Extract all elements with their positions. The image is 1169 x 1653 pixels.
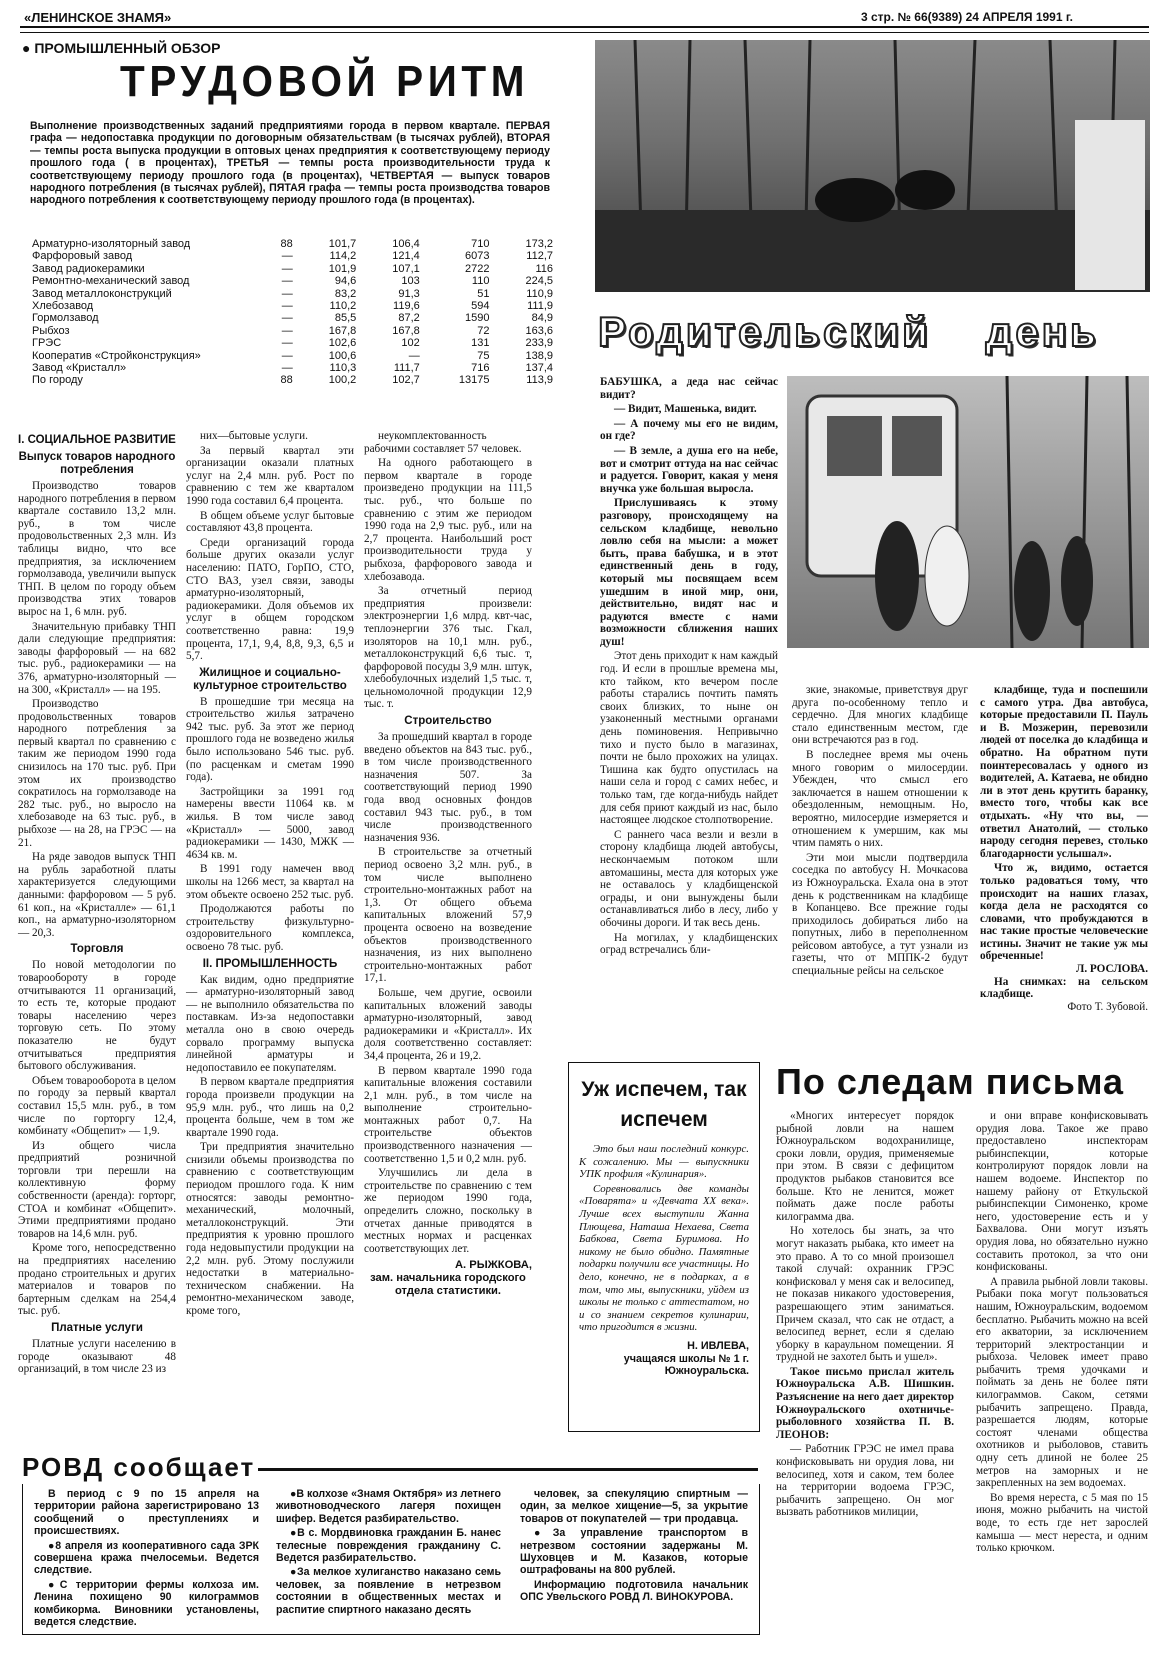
source: Информацию подготовила начальник ОПС Увельского РОВД Л. ВИНОКУРОВА. [520,1578,748,1604]
rovd-column-1 [34,1488,259,1628]
table-cell-value: 101,9 [328,262,357,275]
review-column-1 [18,430,176,1380]
paragraph: — Работник ГРЭС не имел права конфисковывать ни орудия лова, ни велосипед, хотя и саком, тем более на территории водоема ГРЭС, рыбачить запрещено. Он мог вызвать работников милиции, [776,1443,954,1519]
subheading: Строительство [404,715,492,728]
letter-column-2 [976,1110,1148,1570]
table-cell-value: — [281,324,293,337]
subheading: Жилищное и социально-культурное строительство [193,666,347,692]
paragraph: Значительную прибавку ТНП дали следующие предприятия: заводы фарфоровый — на 682 тыс. руб., радиокерамики — на 376, арматурно-изоляторный — на 300, «Кристалл» — на 195. [18,620,176,696]
paragraph: кладбище, туда и поспешили с самого утра. Два автобуса, которые предоставили П. Пауль и В. Мозжерин, перевозили людей от поселка до кладбища и обратно. На обратном пути поинтересовалась у одного из водителей, А. Катаева, не обидно ли в этот день крутить баранку, вместо того, чтобы как все отдыхать. «Ну что вы, — ответил Анатолий, — столько народу сегодня перевез, столько благодарности услышал». [980,684,1148,860]
table-cell-value: 113,9 [526,374,553,387]
paragraph: них—бытовые услуги. [200,430,308,442]
table-cell-value: 102,6 [328,337,357,350]
parents-day-column-3 [980,684,1148,1064]
table-cell-value: — [281,250,293,263]
table-cell-value: 103 [401,275,420,288]
table-cell-value: — [281,349,293,362]
paragraph: Что ж, видимо, остается только радоваться тому, что происходит на наших глазах, когда дела не расходятся со словами, что пробуждаются в нас такие простые человеческие истины. Значит не такие уж мы обреченные! [980,862,1148,963]
paragraph: Как видим, одно предприятие — арматурно-изоляторный завод — не выполнило обязательства по поставкам. Из-за недопоставки металла оно в свою очередь сорвало программу выпуска линейной арматуры и недопоставило ее покупателям. [186,973,354,1074]
paragraph: ●За мелкое хулиганство наказано семь человек, за появление в нетрезвом состоянии в общественных местах и распитие спиртного наказано десять [276,1566,501,1616]
parents-day-column-1 [600,376,778,1056]
paragraph: Эти мои мысли подтвердила соседка по автобусу Н. Мочкасова из Южноуральска. Ехала она в этот день к родственникам на кладбище в Копанцево. Все прежние годы приходилось добираться либо на попутных, либо в переполненном рейсовом автобусе, а тут узнали из газеты, что от МППК-2 будут специальные рейсы на сельское [792,851,968,978]
table-cell-value: 116 [535,262,553,275]
table-cell-value: 87,2 [398,312,420,325]
table-cell-value: 163,6 [525,324,553,337]
paragraph: Производство продовольственных товаров народного потребления за первый квартал по сравнению с таким же периодом 1990 года снизилось на 170 тыс. руб. При этом их производство сократилось на гормолзаводе на 282 тыс. руб., но выросло на хлебозаводе на 63 тыс. руб., в рыбхозе — на 28, на ГРЭС — на 21. [18,698,176,849]
paragraph: Три предприятия значительно снизили объемы производства по сравнению с соответствующим периодом прошлого года. К ним относятся: заводы ремонтно-механический, молочный, металлоконструкций. Эти предприятия к уровню прошлого года недовыпустили продукции на 2,2 млн. руб. Этому послужили недостатки в материально-техническом снабжении. На ремонтно-механическом заводе, кроме того, [186,1141,354,1317]
parents-day-title: Родительский день [598,308,1099,355]
table-row [30,337,555,349]
table-cell-name: Кооператив «Стройконструкция» [32,349,201,362]
table-cell-value: 75 [477,349,490,362]
signature-role: зам. начальника городского отдела статистики. [370,1272,526,1297]
table-cell-value: 137,4 [525,362,553,375]
signature: Н. ИВЛЕВА, [687,1339,749,1352]
paragraph: ●В колхозе «Знамя Октября» из летнего животноводческого лагеря похищен шифер. Ведется разбирательство. [276,1488,501,1525]
paragraph: Больше, чем другие, освоили капитальных вложений заводы арматурно-изоляторный, завод радиокерамики и «Кристалл». Их доля соответственно составляет: 34,4 процента, 26 и 19,2. [364,986,532,1062]
review-title: ТРУДОВОЙ РИТМ [120,57,530,106]
paragraph: Это был наш последний конкурс. К сожалению. Мы — выпускники УПК профиля «Кулинария». [579,1143,749,1181]
paragraph: Во время нереста, с 5 мая по 15 июня, можно рыбачить на чистой воде, то есть где нет зарослей камыша — мест нереста, и одним только крючком. [976,1491,1148,1555]
table-cell-value: 119,6 [393,300,420,313]
paragraph: Кроме того, непосредственно на предприятиях населению продано строительных и других материалов и товаров по бартерным сделкам на 254,4 тыс. руб. [18,1242,176,1318]
paragraph: В последнее время мы очень много говорим о милосердии. Убежден, что смысл его заключается в нашем отношении к обездоленным, немощным. Но, вероятно, милосердие измеряется и отношением к умершим, как мы чтим память о них. [792,748,968,850]
subheading: Выпуск товаров народного потребления [18,451,176,476]
masthead-issue: 3 стр. № 66(9389) 24 АПРЕЛЯ 1991 г. [861,10,1073,24]
table-cell-value: — [281,262,293,275]
table-cell-value: 110 [471,275,490,288]
table-cell-name: Завод «Кристалл» [32,362,127,375]
table-cell-value: 111,7 [393,362,420,375]
table-cell-name: Хлебозавод [32,300,94,313]
paragraph: В прошедшие три месяца на строительство жилья затрачено 942 тыс. руб. За этот же период прошлого года не возведено жилья было использовано 546 тыс. руб. (по расценкам и сметам 1990 года). [186,695,354,784]
table-cell-value: 114,2 [329,250,357,263]
paragraph: В период с 9 по 15 апреля на территории района зарегистрировано 13 сообщений о преступлениях и происшествиях. [34,1488,259,1538]
paragraph: ●За управление транспортом в нетрезвом состоянии задержаны М. Шуховцев и М. Казаков, которые оштрафованы на 800 рублей. [520,1527,748,1577]
baked-body [579,1143,749,1378]
table-cell-value: 710 [471,238,490,250]
table-cell-value: 88 [280,374,293,387]
table-row [30,263,555,275]
paragraph: Но хотелось бы знать, за что могут наказать рыбака, кто имеет на это право. А то со мной произошел такой случай: охранник ГРЭС конфисковал у меня сак и велосипед, не показав никакого удостоверения, разрешающего этим заниматься. Причем сказал, что сак не отдаст, а велосипед вернет, если я сделаю уборку в караульном помещении. Я трудной не захотел быть и ушел». [776,1225,954,1364]
review-intro: Выполнение производственных заданий предприятиями города в первом квартале. ПЕРВАЯ графа — недопоставка продукции по договорным обязательствам (в тысячах рублей), ВТОРАЯ — темпы роста выпуска продукции в оптовых ценах предприятия к соответствующему периоду прошлого года ( в процентах), ТРЕТЬЯ — темпы роста производительности труда к соответствующему периоду прошлого года (в процентах), ЧЕТВЕРТАЯ — выпуск товаров народного потребления (в тысячах рублей), ПЯТАЯ графа — темпы роста производства товаров народного потребления к соответствующему периоду прошлого года (в процентах). [30,120,550,207]
paragraph: Платные услуги населению в городе оказывают 48 организаций, в том числе 23 из [18,1338,176,1376]
table-cell-value: 233,9 [525,337,553,350]
photo-bus-art [787,376,1149,648]
table-cell-name: Арматурно-изоляторный завод [32,238,191,250]
paragraph: человек, за спекуляцию спиртным — один, за мелкое хищение—5, за укрытие товаров от покупателей — три продавца. [520,1488,748,1525]
table-row [30,374,555,386]
paragraph: зкие, знакомые, приветствуя друг друга по-особенному тепло и сердечно. Для многих кладбище стало единственным местом, где они встречаются раз в год. [792,684,968,747]
table-cell-value: 91,3 [398,287,420,300]
table-cell-value: 101,7 [328,238,357,250]
parents-day-column-2 [792,684,968,1064]
masthead-rule [20,26,1149,33]
table-row [30,275,555,287]
table-cell-value: 107,1 [392,262,420,275]
review-table-wrap [30,238,555,387]
paragraph: В строительстве за отчетный период освоено 3,2 млн. руб., в том числе выполнено строительно-монтажных работ на 1,3. От общего объема капитальных вложений 57,9 процента освоено на возведение объектов производственного назначения, из них выполнено строительно-монтажных работ 17,1. [364,846,532,985]
paragraph: А правила рыбной ловли таковы. Рыбаки пока могут пользоваться нашим, Южноуральским, водоемом бесплатно. Рыбачить можно на всей его акватории, за исключением территорий электростанции и рыбхоза. Человек имеет право рыбачить тремя удочками и поймать за день не более пяти килограммов. Саком, сетями рыбачить запрещено. Правда, разрешается людям, которые состоят членами общества охотников и рыболовов, ставить одну сеть длиной не более 25 метров на заморных и не закрепленных на зем водоемах. [976,1275,1148,1490]
rovd-rule [258,1468,758,1471]
review-column-2 [186,430,354,1380]
paragraph: неукомплектованность рабочими составляет 57 человек. [364,430,522,455]
author: Л. РОСЛОВА. [1075,963,1148,976]
paragraph: — Видит, Машенька, видит. [614,403,757,416]
table-cell-value: — [281,362,293,375]
paragraph: Улучшились ли дела в строительстве по сравнению с тем же периодом 1990 года, определить сложно, поскольку в отчетах данные приводятся в местных нормах и расценках соответствующих лет. [364,1167,532,1255]
table-cell-value: 1590 [464,312,490,325]
table-row [30,312,555,324]
photo-cemetery-art [595,40,1150,292]
paragraph: На могилах, у кладбищенских оград встречались бли- [600,931,778,957]
paragraph: В первом квартале 1990 года капитальные вложения составили 2,1 млн. руб., в том числе на выполнение строительно-монтажных работ 0,7. На строительстве объектов производственного назначения — соответственно 1,5 и 0,2 млн. руб. [364,1064,532,1165]
paragraph: Среди организаций города больше других оказали услуг населению: ПАТО, ГорПО, СТО, СТО ВАЗ, узел связи, заводы арматурно-изоляторный, радиокерамики. Доля объемов их услуг в общем городском соответственно равна: 19,9 процента, 17,1, 9,4, 8,8, 9,3, 6,5 и 5,7. [186,536,354,663]
table-row [30,238,555,250]
paragraph: ●С территории фермы колхоза им. Ленина похищено 90 килограммов комбикорма. Виновники установлены, ведется следствие. [34,1578,259,1629]
paragraph: Такое письмо прислал житель Южноуральска А.В. Шишкин. Разъяснение на него дает директор Южноуральского охотничье-рыболовного хозяйства П. В. ЛЕОНОВ: [776,1365,954,1441]
paragraph: За отчетный период предприятия произвели: электроэнергии 1,6 млрд. квт-час, теплоэнергии 376 тыс. Гкал, изоляторов на 10,1 млн. руб., металлоконструкций 6,6 тыс. т, фарфоровой посуды 3,9 млн. штук, хлебобулочных изделий 1,5 тыс. т, цельномолочной продукции 12,9 тыс. т. [364,585,532,711]
paragraph: — А почему мы его не видим, он где? [600,417,778,443]
table-cell-name: Завод металлоконструкций [32,287,172,300]
table-cell-value: 167,8 [392,324,420,337]
table-cell-value: 224,5 [525,275,553,288]
table-row [30,300,555,312]
signature: А. РЫЖКОВА, [454,1259,532,1272]
paragraph: Прислушиваясь к этому разговору, происходящему на сельском кладбище, невольно ловлю себя на мысли: а может быть, права бабушка, и в этот единственный день в году, который мы посвящаем всем ушедшим в иной мир, они, действительно, видят нас и радуются вместе с нами возможности сближения наших душ! [600,497,778,648]
table-cell-name: По городу [32,374,83,387]
table-cell-value: 6073 [464,250,490,263]
table-cell-name: ГРЭС [32,337,62,350]
rovd-title: РОВД сообщает [22,1452,256,1482]
table-cell-value: 84,9 [531,312,553,325]
paragraph: БАБУШКА, а деда нас сейчас видит? [600,376,778,401]
table-cell-value: 72 [477,324,490,337]
table-cell-value: 13175 [458,374,490,387]
signature-role: учащаяся школы № 1 г. Южноуральска. [623,1352,749,1378]
paragraph: Соревновались две команды «Поварята» и «Девчата XX века». Лучше всех выступили Жанна Плющева, Наташа Нехаева, Света Бабкова, Света Буримова. Но никому не было обидно. Памятные подарки получили все участницы. Но дело, конечно, не в подарках, а в том, что мы, выпускники, уйдем из школы не только с аттестатом, но и со знанием секретов кулинарии, что пригодится в жизни. [579,1182,749,1334]
section-heading: II. ПРОМЫШЛЕННОСТЬ [202,957,338,970]
table-cell-value: 102,7 [392,374,420,387]
table-cell-name: Рыбхоз [32,324,70,337]
paragraph: ●В с. Мордвиновка гражданин Б. нанес телесные повреждения гражданину С. Ведется разбирательство. [276,1527,501,1565]
table-cell-value: 110,2 [329,300,357,313]
paragraph: Из общего числа предприятий розничной торговли три перешли на коллективную форму собственности (аренда): горторг, СТОА и комбинат «Общепит». Этими предприятиями продано товаров на 14,6 млн. руб. [18,1139,176,1240]
table-cell-value: 88 [280,238,293,250]
paragraph: В 1991 году намечен ввод школы на 1266 мест, за квартал на этом объекте освоено 252 тыс. руб. [186,863,354,901]
paragraph: — В земле, а душа его на небе, вот и смотрит оттуда на нас сейчас и радуется. Говорит, какая у меня внучка уже большая выросла. [600,444,778,495]
paragraph: Объем товарооборота в целом по городу за первый квартал составил 15,5 млн. руб., в том числе по горторгу 12,4, комбинату «Общепит» — 1,9. [18,1074,176,1138]
table-cell-value: 94,6 [334,275,357,288]
rovd-column-3 [520,1488,748,1604]
paragraph: «Многих интересует порядок рыбной ловли на нашем Южноуральском водохранилище, сроки ловли, орудия, применяемые при этом. В связи с дефицитом продуктов рыбаков становится все больше. Кто не ленится, может поймать даже после работы килограмма два. [776,1110,954,1223]
table-cell-value: 102 [401,337,420,350]
paragraph: и они вправе конфисковывать орудия лова. Такое же право предоставлено инспекторам рыбинспекции, которые контролируют порядок ловли на нашем водоеме. Инспектор по нашему району от Еткульской рыбинспекции Симоненко, кроме него, удостоверение есть и у Бахвалова. Они могут изъять орудия лова, но обязательно нужно составить протокол, за что они конфискованы. [976,1110,1148,1274]
table-cell-value: 173,2 [525,238,553,250]
paragraph: По новой методологии по товарообороту в городе отчитываются 11 организаций, то есть те, которые продают товары населению через торговую сеть. По этому показателю не будут отчитываться предприятия бытового обслуживания. [18,959,176,1073]
table-cell-value: 85,5 [334,312,357,325]
table-cell-value: 106,4 [392,238,420,250]
table-cell-value: 83,2 [334,287,357,300]
table-cell-name: Завод радиокерамики [32,262,145,275]
caption: На снимках: на сельском кладбище. [980,975,1148,1001]
review-column-3 [364,430,532,1380]
rovd-column-2 [276,1488,501,1616]
table-row [30,325,555,337]
table-cell-value: 112,7 [526,250,553,263]
baked-box [568,1062,760,1432]
table-cell-value: 594 [471,300,490,313]
table-row [30,350,555,362]
table-cell-value: — [281,287,293,300]
paragraph: Продолжаются работы по строительству физкультурно-оздоровительного комплекса, освоено 78 тыс. руб. [186,903,354,953]
photo-cemetery [595,40,1150,292]
table-cell-value: 110,9 [526,287,553,300]
table-cell-value: 100,2 [328,374,357,387]
review-table [30,238,555,387]
rubric: ● ПРОМЫШЛЕННЫЙ ОБЗОР [22,40,221,56]
letter-column-1 [776,1110,954,1570]
paragraph: С раннего часа везли и везли в сторону кладбища людей автобусы, нескончаемым потоком шли автомашины, места для которых уже не оставалось у кладбищенской ограды, и они вынуждены были останавливаться либо в лесу, либо у обочины дороги. И так весь день. [600,828,778,929]
table-cell-value: 2722 [464,262,490,275]
paragraph: В первом квартале предприятия города произвели продукции на 95,9 млн. руб., что лишь на 0,2 процента больше, чем в том же квартале 1990 года. [186,1076,354,1139]
letter-title: По следам письма [776,1061,1125,1102]
paragraph: За прошедший квартал в городе введено объектов на 843 тыс. руб., в том числе производственного назначения 507. За соответствующий период 1990 года ввод основных фондов составил 943 тыс. руб., в том числе производственного назначения 936. [364,731,532,844]
section-heading: I. СОЦИАЛЬНОЕ РАЗВИТИЕ [18,434,176,446]
table-cell-value: 167,8 [328,324,357,337]
table-cell-value: — [408,349,420,362]
table-cell-value: 51 [477,287,490,300]
baked-title: Уж испечем, так испечем [581,1078,747,1131]
paragraph: На ряде заводов выпуск ТНП на рубль заработной платы характеризуется следующими данными: фарфоровом — 5 руб. 61 коп., на «Кристалле» — 61,1 коп., на арматурно-изоляторном — 20,3. [18,851,176,939]
table-cell-value: 110,3 [329,362,357,375]
table-cell-value: 138,9 [525,349,553,362]
table-cell-value: 111,9 [527,300,553,313]
subheading: Платные услуги [51,1322,143,1334]
paragraph: Производство товаров народного потребления в первом квартале составило 13,2 млн. руб., в том числе продовольственных 2,3 млн. Из таблицы видно, что все предприятия, за исключением гормолзавода, увеличили выпуск ТНП. В целом по городу объем производства этих товаров вырос на 1, 6 млн. руб. [18,480,176,618]
table-cell-value: 131 [471,337,490,350]
masthead-paper: «ЛЕНИНСКОЕ ЗНАМЯ» [24,10,172,25]
paragraph: В общем объеме услуг бытовые составляют 43,8 процента. [186,509,354,535]
table-cell-name: Гормолзавод [32,312,99,325]
paragraph: Застройщики за 1991 год намерены ввести 11064 кв. м жилья. В том числе завод «Кристалл» — 5000, завод радиокерамики — 1430, МЖК — 4634 кв. м. [186,785,354,861]
table-cell-value: — [281,312,293,325]
table-cell-name: Ремонтно-механический завод [32,275,190,288]
paragraph: На одного работающего в первом квартале в городе произведено продукции на 111,5 тыс. руб., что больше по сравнению с этим же периодом 1990 года на 2,9 тыс. руб., или на 2,7 процента. Наибольший рост производительности труда у рыбхоза, фарфорового завода и хлебозавода. [364,457,532,583]
table-cell-value: 100,6 [328,349,357,362]
table-cell-value: — [281,275,293,288]
table-cell-value: — [281,300,293,313]
photo-credit: Фото Т. Зубовой. [1067,1000,1148,1013]
table-row [30,288,555,300]
paragraph: ●8 апреля из кооперативного сада ЗРК совершена кража пчелосемьи. Ведется следствие. [34,1539,259,1577]
table-cell-value: 121,4 [392,250,420,263]
photo-bus [787,376,1149,648]
table-cell-value: — [281,337,293,350]
table-cell-name: Фарфоровый завод [32,250,133,263]
table-row [30,362,555,374]
subheading: Торговля [70,943,124,956]
paragraph: За первый квартал эти организации оказали платных услуг на 2,4 млн. руб. Рост по сравнению с тем же кварталом 1990 года составил 6,4 процента. [186,444,354,507]
table-row [30,250,555,262]
table-cell-value: 716 [471,362,490,375]
paragraph: Этот день приходит к нам каждый год. И если в прошлые времена мы, кто тайком, кто вечером после работы старались почтить память своих близких, то ныне он узаконенный местными органами день поминовения. Непривычно тихо и пусто было в магазинах, почти не было прохожих на улицах. Тишина как будто опустилась на наши села и город с самих небес, и только там, где когда-нибудь найдет для себя приют каждый из нас, было настоящее людское столпотворение. [600,650,778,827]
